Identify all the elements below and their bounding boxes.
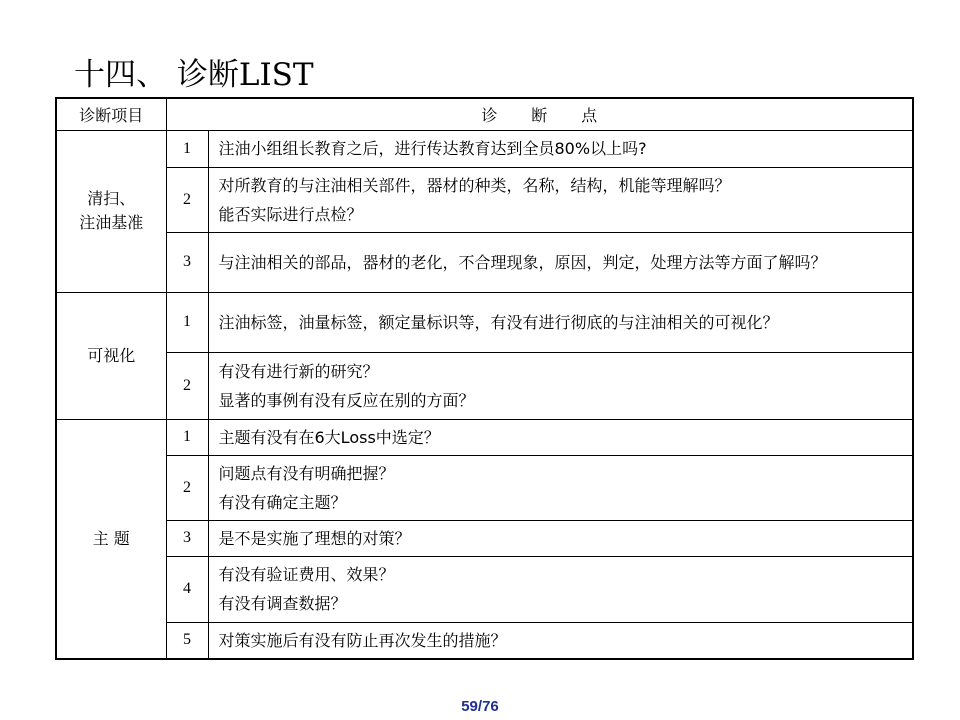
table-row (56, 167, 913, 232)
table-row (56, 232, 913, 292)
row-number: 1 (166, 130, 208, 167)
table-row (56, 520, 913, 556)
category-cell: 主 题 (56, 419, 166, 659)
table-row (56, 130, 913, 167)
row-number: 1 (166, 419, 208, 455)
row-number: 2 (166, 167, 208, 232)
table-row (56, 419, 913, 455)
table-row (56, 622, 913, 659)
category-cell: 清扫、 注油基准 (56, 130, 166, 292)
check-point: 是不是实施了理想的对策？ (208, 520, 913, 556)
diagnosis-table (55, 97, 914, 660)
check-point: 对策实施后有没有防止再次发生的措施？ (208, 622, 913, 659)
table-row (56, 292, 913, 352)
check-point: 主题有没有在6大Loss中选定？ (208, 419, 913, 455)
row-number: 1 (166, 292, 208, 352)
table-row (56, 352, 913, 419)
row-number: 2 (166, 352, 208, 419)
row-number: 5 (166, 622, 208, 659)
page-number: 59/76 (461, 698, 499, 715)
check-point: 与注油相关的部品，器材的老化，不合理现象，原因，判定，处理方法等方面了解吗？ (208, 232, 913, 292)
check-point: 注油小组组长教育之后，进行传达教育达到全员80%以上吗? (208, 130, 913, 167)
check-point: 注油标签，油量标签，额定量标识等，有没有进行彻底的与注油相关的可视化？ (208, 292, 913, 352)
row-number: 3 (166, 232, 208, 292)
check-point: 对所教育的与注油相关部件，器材的种类，名称，结构，机能等理解吗？ 能否实际进行点检？ (208, 167, 913, 232)
row-number: 4 (166, 556, 208, 622)
category-cell: 可视化 (56, 292, 166, 419)
page-title: 十四、 诊断LIST (74, 57, 314, 93)
check-point: 问题点有没有明确把握？ 有没有确定主题？ (208, 455, 913, 520)
table-header-row (56, 98, 913, 130)
header-points: 诊 断 点 (166, 98, 913, 130)
check-point: 有没有进行新的研究？ 显著的事例有没有反应在别的方面？ (208, 352, 913, 419)
table-row (56, 455, 913, 520)
table-row (56, 556, 913, 622)
row-number: 2 (166, 455, 208, 520)
row-number: 3 (166, 520, 208, 556)
check-point: 有没有验证费用、效果？ 有没有调查数据？ (208, 556, 913, 622)
header-item: 诊断项目 (56, 98, 166, 130)
